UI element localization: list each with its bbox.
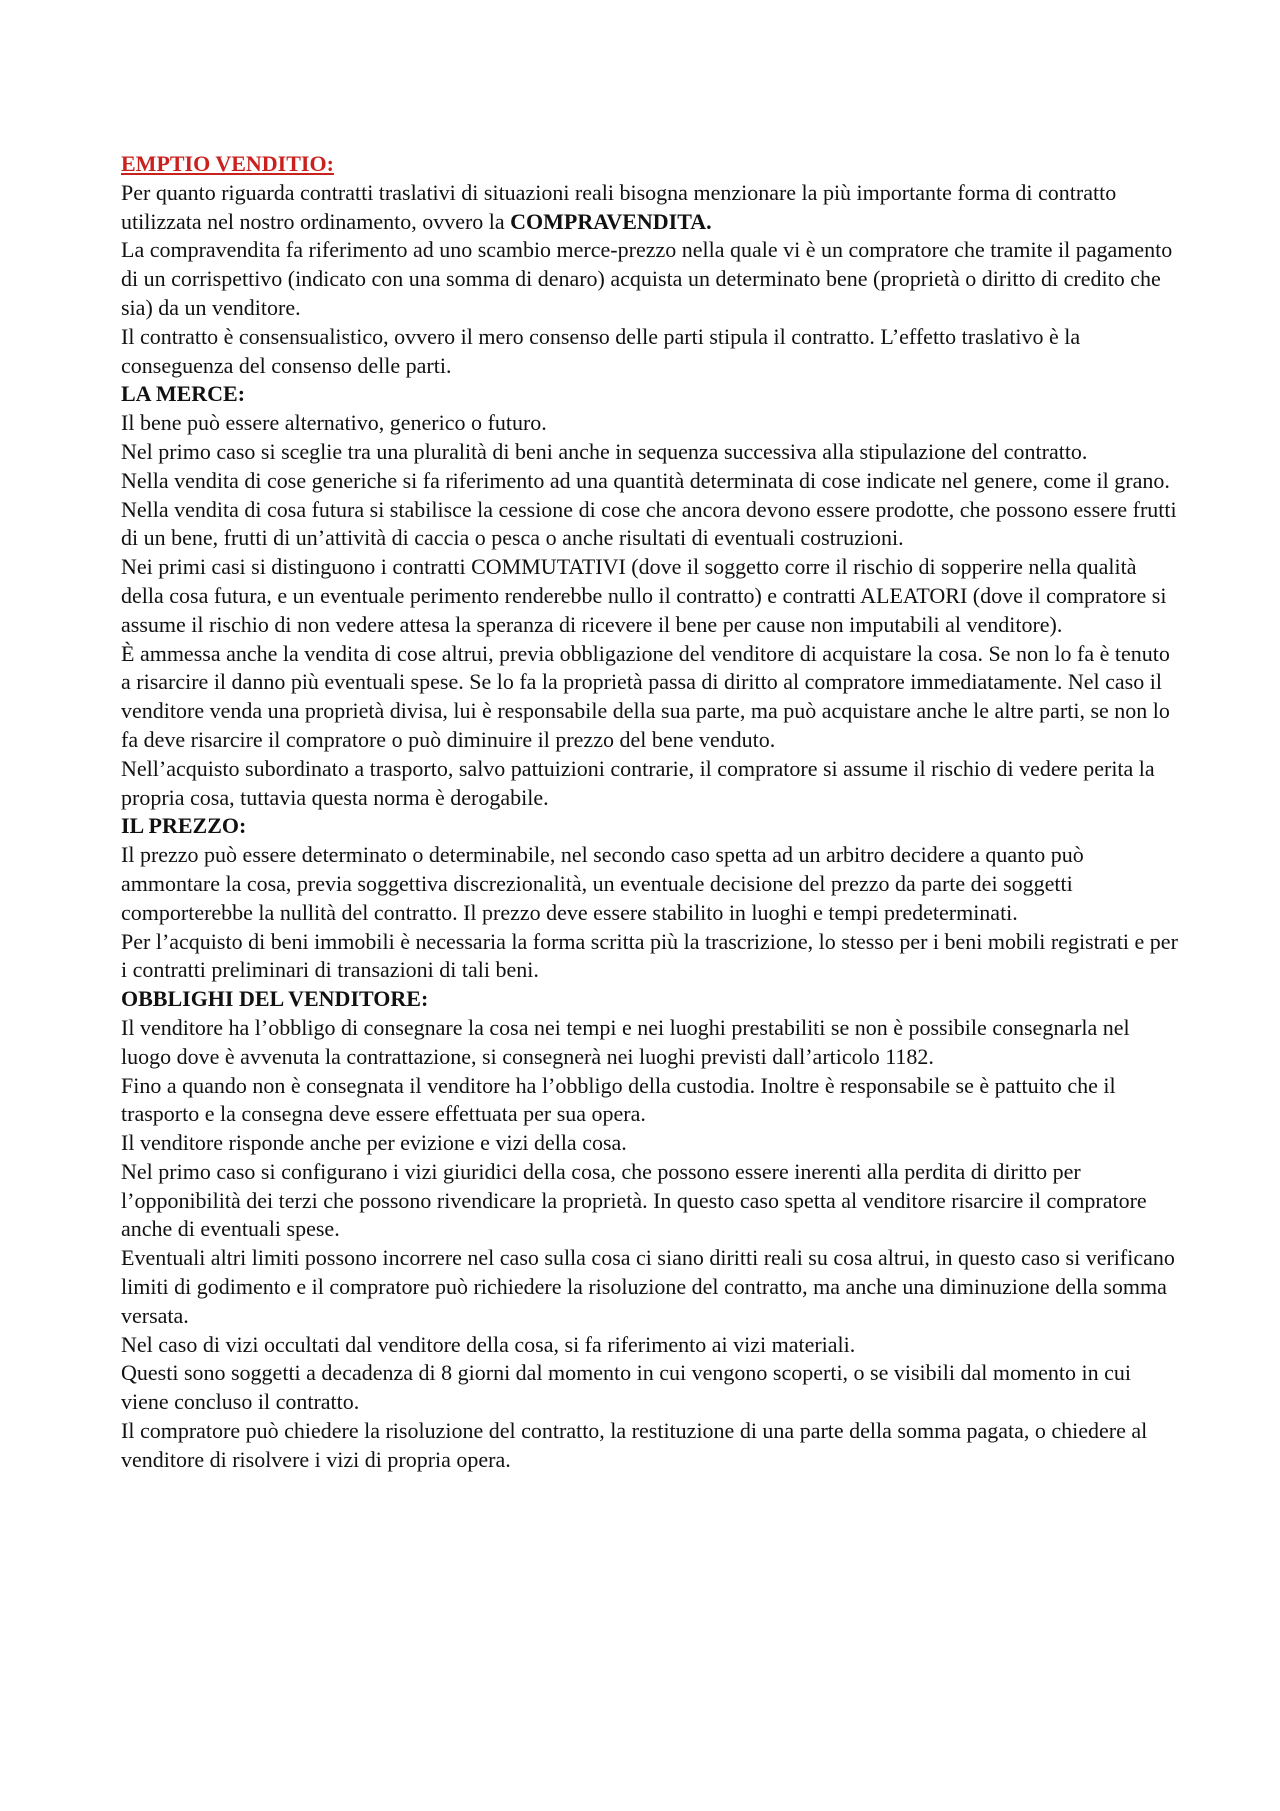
intro-paragraph-3: Il contratto è consensualistico, ovvero il mero consenso delle parti stipula il contratto. L’effetto traslativo è la conseguenza del consenso delle parti. <box>121 323 1081 378</box>
compravendita-term: COMPRAVENDITA. <box>510 208 712 234</box>
section-heading-merce: LA MERCE: <box>121 381 246 407</box>
section-heading-prezzo: IL PREZZO: <box>121 813 247 839</box>
obblighi-paragraph-3: Il venditore risponde anche per evizione e vizi della cosa. <box>121 1130 627 1156</box>
merce-paragraph-5: Nei primi casi si distinguono i contratti COMMUTATIVI (dove il soggetto corre il rischio di sopperire nella qualità della cosa futura, e un eventuale perimento renderebbe nullo il contratto) e contratti ALEATORI (dove il compratore si assume il rischio di non vedere attesa la speranza di ricevere il bene per cause non imputabili al venditore). <box>121 554 1167 637</box>
intro-paragraph-1 <box>121 179 1181 237</box>
document-title: EMPTIO VENDITIO: <box>121 151 334 176</box>
merce-paragraph-6: È ammessa anche la vendita di cose altrui, previa obbligazione del venditore di acquistare la cosa. Se non lo fa è tenuto a risarcire il danno più eventuali spese. Se lo fa la proprietà passa di diritto al compratore immediatamente. Nel caso il venditore venda una proprietà divisa, lui è responsabile della sua parte, ma può acquistare anche le altre parti, se non lo fa deve risarcire il compratore o può diminuire il prezzo del bene venduto. <box>121 640 1170 752</box>
obblighi-paragraph-7: Questi sono soggetti a decadenza di 8 giorni dal momento in cui vengono scoperti, o se visibili dal momento in cui viene concluso il contratto. <box>121 1360 1131 1415</box>
document-page <box>121 150 1181 1475</box>
obblighi-paragraph-6: Nel caso di vizi occultati dal venditore della cosa, si fa riferimento ai vizi materiali. <box>121 1331 856 1357</box>
merce-paragraph-2: Nel primo caso si sceglie tra una pluralità di beni anche in sequenza successiva alla stipulazione del contratto. <box>121 438 1088 464</box>
obblighi-paragraph-2: Fino a quando non è consegnata il venditore ha l’obbligo della custodia. Inoltre è responsabile se è pattuito che il trasporto e la consegna deve essere effettuata per sua opera. <box>121 1072 1116 1127</box>
intro-paragraph-2: La compravendita fa riferimento ad uno scambio merce-prezzo nella quale vi è un compratore che tramite il pagamento di un corrispettivo (indicato con una somma di denaro) acquista un determinato bene (proprietà o diritto di credito che sia) da un venditore. <box>121 237 1173 320</box>
prezzo-paragraph-1: Il prezzo può essere determinato o determinabile, nel secondo caso spetta ad un arbitro decidere a quanto può ammontare la cosa, previa soggettiva discrezionalità, un eventuale decisione del prezzo da parte dei soggetti comporterebbe la nullità del contratto. Il prezzo deve essere stabilito in luoghi e tempi predeterminati. <box>121 842 1084 925</box>
obblighi-paragraph-5: Eventuali altri limiti possono incorrere nel caso sulla cosa ci siano diritti reali su cosa altrui, in questo caso si verificano limiti di godimento e il compratore può richiedere la risoluzione del contratto, ma anche una diminuzione della somma versata. <box>121 1245 1175 1328</box>
obblighi-paragraph-1: Il venditore ha l’obbligo di consegnare la cosa nei tempi e nei luoghi prestabiliti se non è possibile consegnarla nel luogo dove è avvenuta la contrattazione, si consegnerà nei luoghi previsti dall’articolo 1182. <box>121 1014 1130 1069</box>
obblighi-paragraph-8: Il compratore può chiedere la risoluzione del contratto, la restituzione di una parte della somma pagata, o chiedere al venditore di risolvere i vizi di propria opera. <box>121 1418 1148 1472</box>
intro-paragraph-1-text: Per quanto riguarda contratti traslativi di situazioni reali bisogna menzionare la più importante forma di contratto utilizzata nel nostro ordinamento, ovvero la <box>121 179 1117 234</box>
merce-paragraph-1: Il bene può essere alternativo, generico o futuro. <box>121 410 547 436</box>
merce-paragraph-3: Nella vendita di cose generiche si fa riferimento ad una quantità determinata di cose indicate nel genere, come il grano. <box>121 467 1170 493</box>
merce-paragraph-7: Nell’acquisto subordinato a trasporto, salvo pattuizioni contrarie, il compratore si assume il rischio di vedere perita la propria cosa, tuttavia questa norma è derogabile. <box>121 755 1155 810</box>
section-heading-obblighi: OBBLIGHI DEL VENDITORE: <box>121 986 429 1012</box>
prezzo-paragraph-2: Per l’acquisto di beni immobili è necessaria la forma scritta più la trascrizione, lo stesso per i beni mobili registrati e per i contratti preliminari di transazioni di tali beni. <box>121 928 1178 983</box>
merce-paragraph-4: Nella vendita di cosa futura si stabilisce la cessione di cose che ancora devono essere prodotte, che possono essere frutti di un bene, frutti di un’attività di caccia o pesca o anche risultati di eventuali costruzioni. <box>121 496 1177 551</box>
obblighi-paragraph-4: Nel primo caso si configurano i vizi giuridici della cosa, che possono essere inerenti alla perdita di diritto per l’opponibilità dei terzi che possono rivendicare la proprietà. In questo caso spetta al venditore risarcire il compratore anche di eventuali spese. <box>121 1158 1147 1242</box>
